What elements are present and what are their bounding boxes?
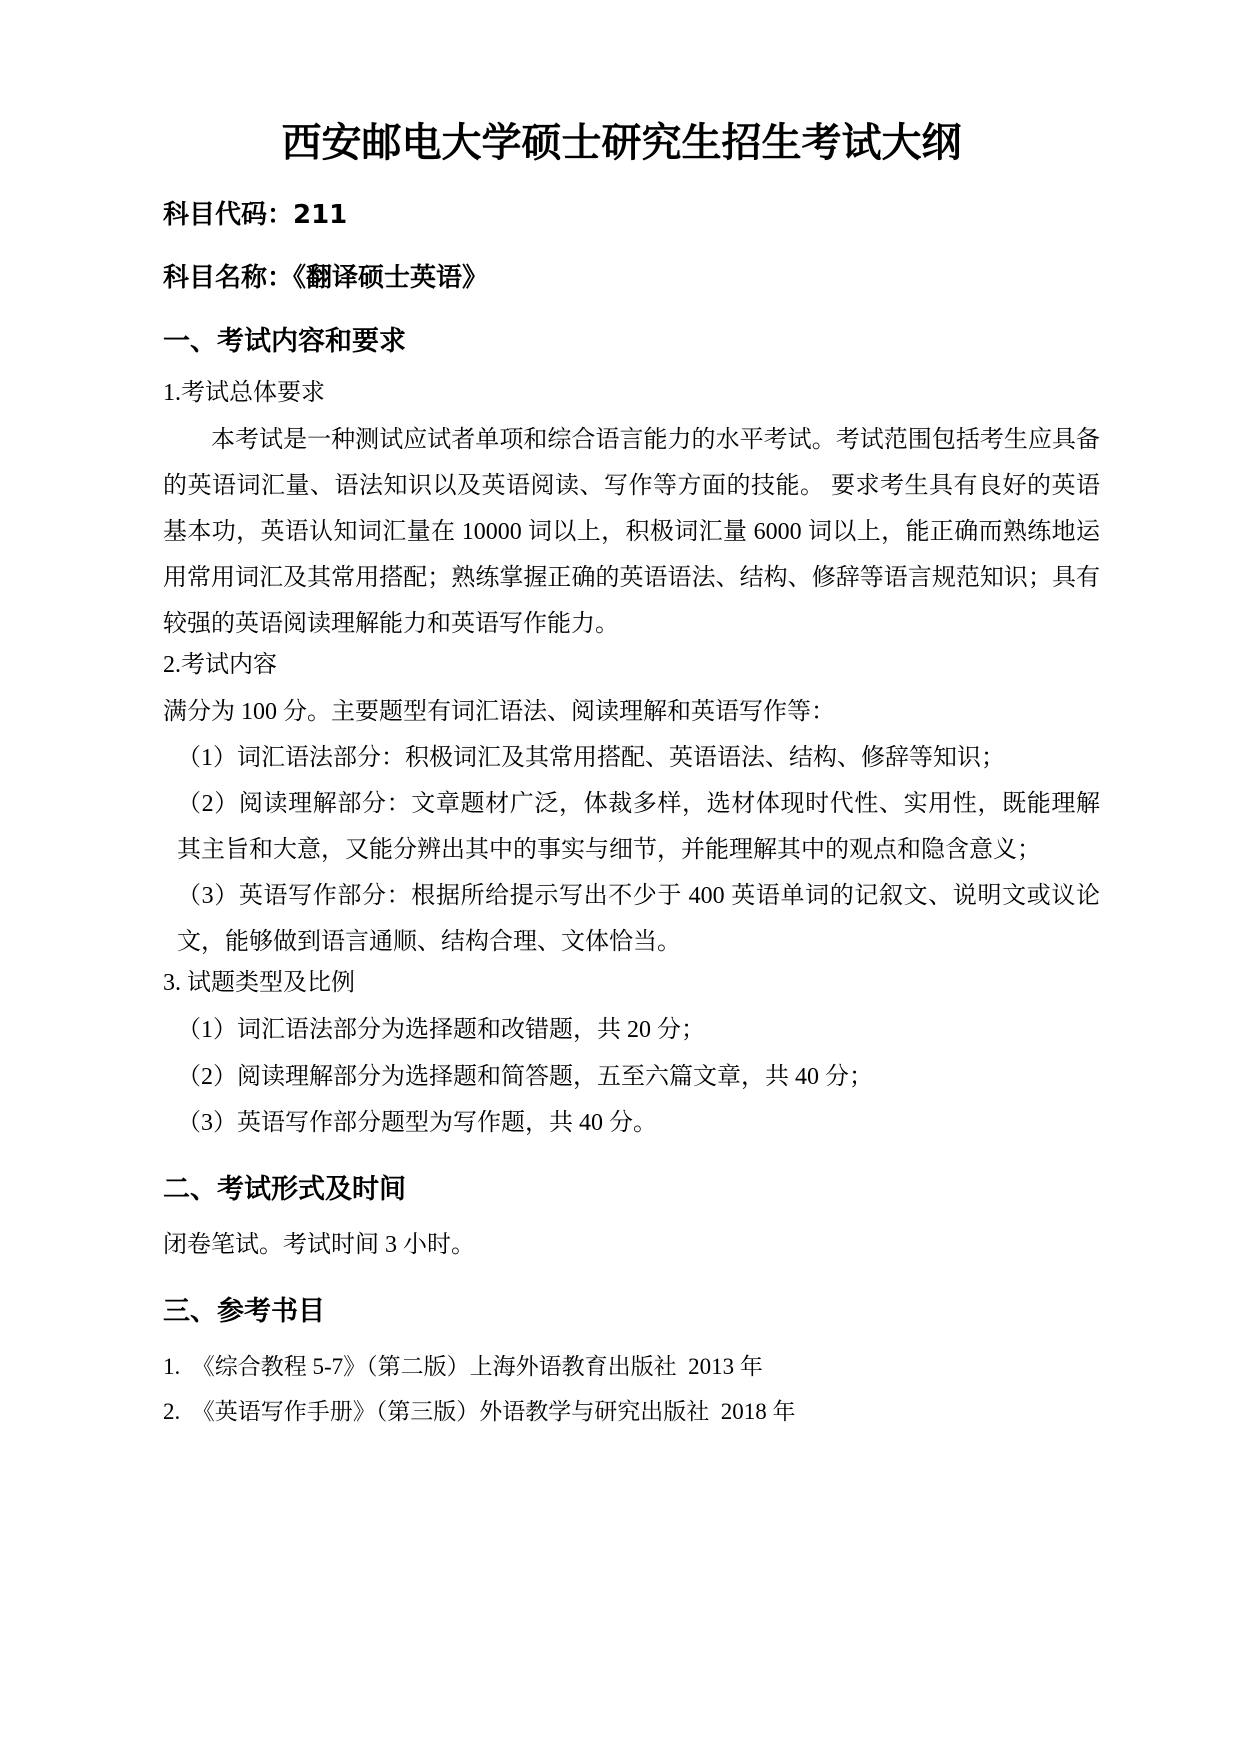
reference-list-item: 2. 《英语写作手册》（第三版）外语教学与研究出版社 2018 年 (163, 1398, 796, 1424)
list-item: （2）阅读理解部分：文章题材广泛，体裁多样，选材体现时代性、实用性，既能理解其主旨和大意，又能分辨出其中的事实与细节，并能理解其中的观点和隐含意义； (177, 791, 1100, 864)
list-item: （3）英语写作部分题型为写作题，共 40 分。 (177, 1109, 657, 1136)
subsection-heading-overall-requirements: 1.考试总体要求 (163, 379, 325, 406)
section-heading-references: 三、参考书目 (163, 1296, 325, 1328)
paragraph-overall-requirements: 本考试是一种测试应试者单项和综合语言能力的水平考试。考试范围包括考生应具备的英语词汇量、语法知识以及英语阅读、写作等方面的技能。 要求考生具有良好的英语基本功，英语认知词汇量在 10000 词以上，积极词汇量 6000 词以上，能正确而熟练地运用常用词汇及其常用搭配；熟练掌握正确的英语语法、结构、修辞等语言规范知识；具有较强的英语阅读理解能力和英语写作能力。 (163, 426, 1100, 637)
list-item: （3）英语写作部分：根据所给提示写出不少于 400 英语单词的记叙文、说明文或议论文，能够做到语言通顺、结构合理、文体恰当。 (177, 883, 1100, 956)
section-heading-exam-content: 一、考试内容和要求 (163, 326, 406, 358)
subject-code-line: 科目代码：211 (163, 200, 348, 230)
exam-format-body: 闭卷笔试。考试时间 3 小时。 (163, 1232, 475, 1259)
subsection-heading-exam-content: 2.考试内容 (163, 652, 277, 679)
list-item: （2）阅读理解部分为选择题和简答题，五至六篇文章，共 40 分； (177, 1063, 873, 1090)
subject-name-line: 科目名称：《翻译硕士英语》 (163, 263, 489, 294)
section-heading-exam-format: 二、考试形式及时间 (163, 1173, 406, 1205)
reference-list-item: 1. 《综合教程 5-7》（第二版）上海外语教育出版社 2013 年 (163, 1353, 763, 1379)
exam-content-intro: 满分为 100 分。主要题型有词汇语法、阅读理解和英语写作等： (163, 699, 835, 726)
subsection-heading-question-types: 3. 试题类型及比例 (163, 970, 355, 997)
page-title: 西安邮电大学硕士研究生招生考试大纲 (281, 120, 962, 166)
list-item: （1）词汇语法部分：积极词汇及其常用搭配、英语语法、结构、修辞等知识； (177, 745, 1005, 772)
list-item: （1）词汇语法部分为选择题和改错题，共 20 分； (177, 1017, 705, 1044)
